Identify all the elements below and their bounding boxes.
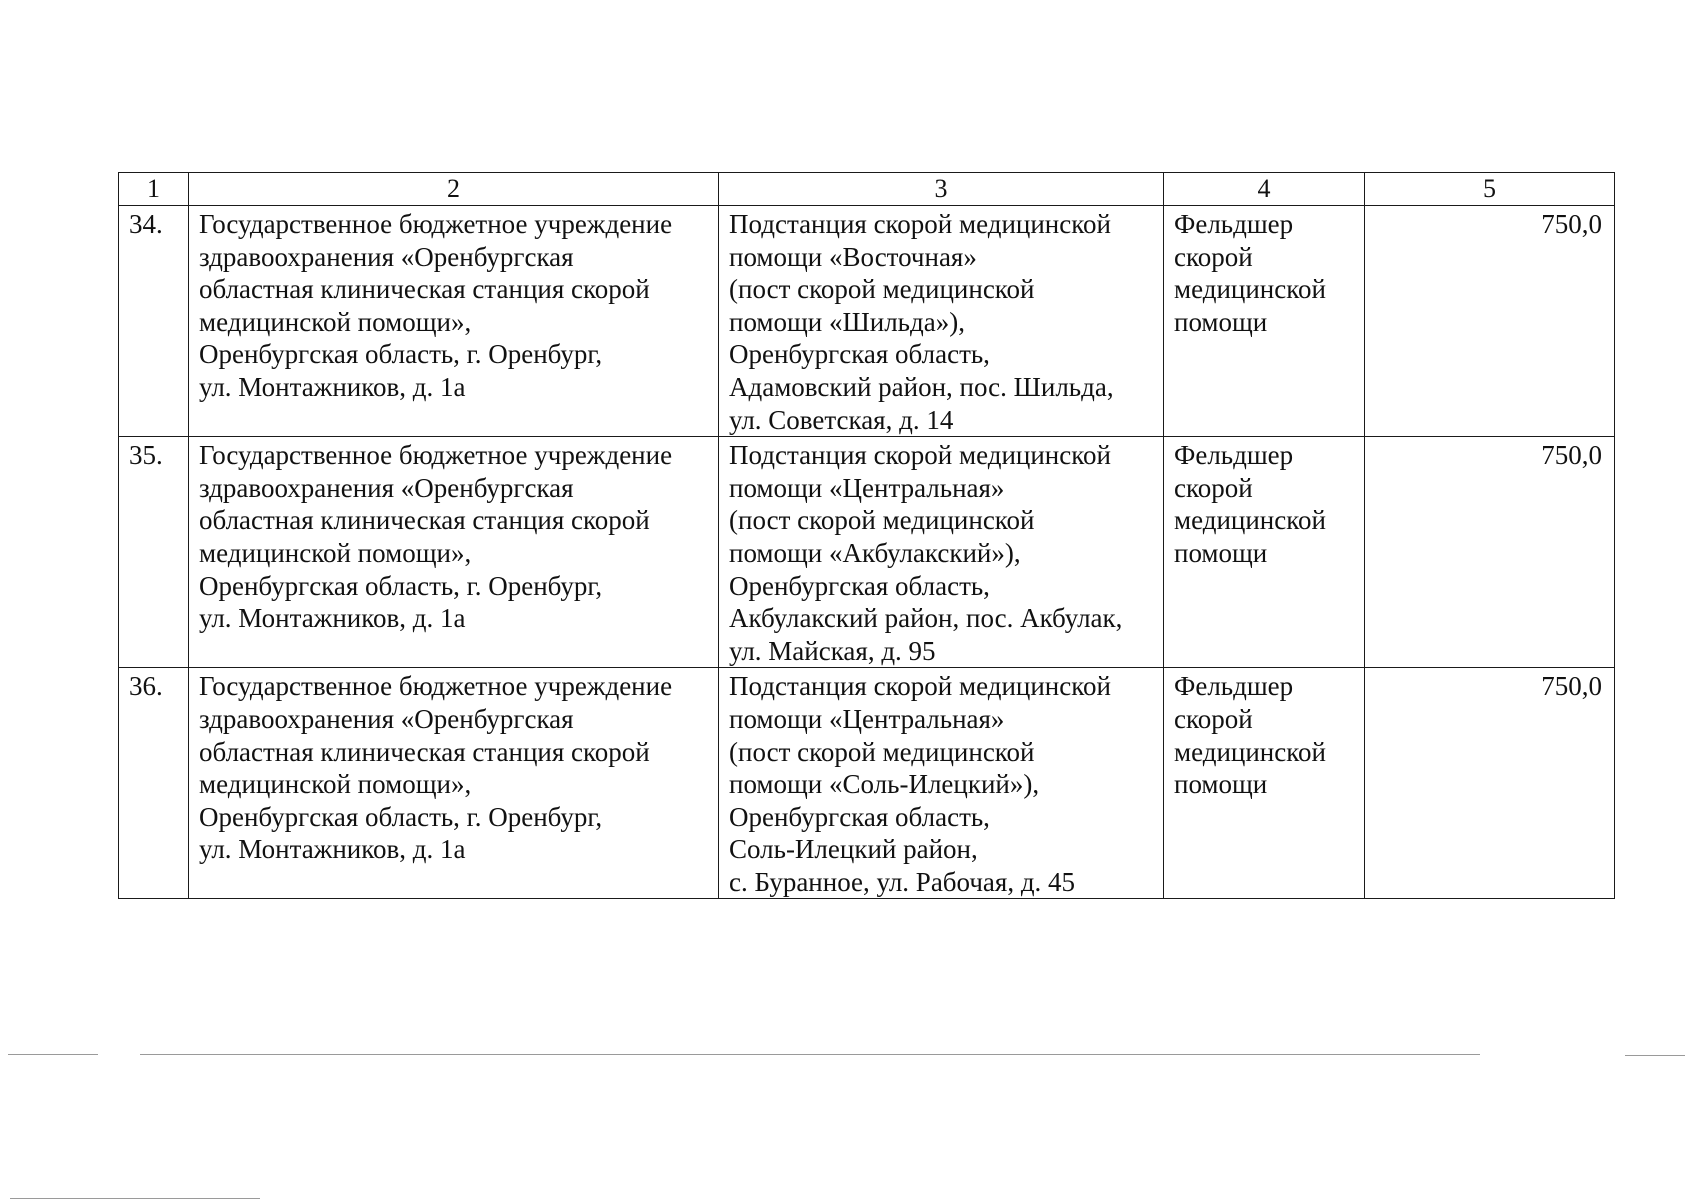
amount-cell: 750,0 [1365,668,1615,899]
scan-artifact-line [8,1054,98,1055]
location-cell: Подстанция скорой медицинской помощи «Восточная» (пост скорой медицинской помощи «Шильда»), Оренбургская область, Адамовский район, пос. Шильда, ул. Советская, д. 14 [719,206,1164,437]
table-row [119,437,1615,668]
position-cell: Фельдшер скорой медицинской помощи [1164,437,1365,668]
location-cell: Подстанция скорой медицинской помощи «Центральная» (пост скорой медицинской помощи «Соль-Илецкий»), Оренбургская область, Соль-Илецкий район, с. Буранное, ул. Рабочая, д. 45 [719,668,1164,899]
position-cell: Фельдшер скорой медицинской помощи [1164,206,1365,437]
amount-cell: 750,0 [1365,206,1615,437]
header-cell: 4 [1164,173,1365,206]
scan-artifact-line [140,1054,1480,1055]
row-number: 35. [119,437,189,668]
scan-artifact-line [1625,1055,1685,1056]
location-cell: Подстанция скорой медицинской помощи «Центральная» (пост скорой медицинской помощи «Акбулакский»), Оренбургская область, Акбулакский район, пос. Акбулак, ул. Майская, д. 95 [719,437,1164,668]
table-row [119,668,1615,899]
header-cell: 2 [189,173,719,206]
organization-cell: Государственное бюджетное учреждение здравоохранения «Оренбургская областная клиническая станция скорой медицинской помощи», Оренбургская область, г. Оренбург, ул. Монтажников, д. 1а [189,668,719,899]
scan-artifact-line [10,1198,260,1199]
organization-cell: Государственное бюджетное учреждение здравоохранения «Оренбургская областная клиническая станция скорой медицинской помощи», Оренбургская область, г. Оренбург, ул. Монтажников, д. 1а [189,206,719,437]
row-number: 36. [119,668,189,899]
header-cell: 1 [119,173,189,206]
table-row [119,206,1615,437]
document-table [118,172,1615,899]
position-cell: Фельдшер скорой медицинской помощи [1164,668,1365,899]
table-header-row [119,173,1615,206]
organization-cell: Государственное бюджетное учреждение здравоохранения «Оренбургская областная клиническая станция скорой медицинской помощи», Оренбургская область, г. Оренбург, ул. Монтажников, д. 1а [189,437,719,668]
header-cell: 3 [719,173,1164,206]
row-number: 34. [119,206,189,437]
header-cell: 5 [1365,173,1615,206]
amount-cell: 750,0 [1365,437,1615,668]
